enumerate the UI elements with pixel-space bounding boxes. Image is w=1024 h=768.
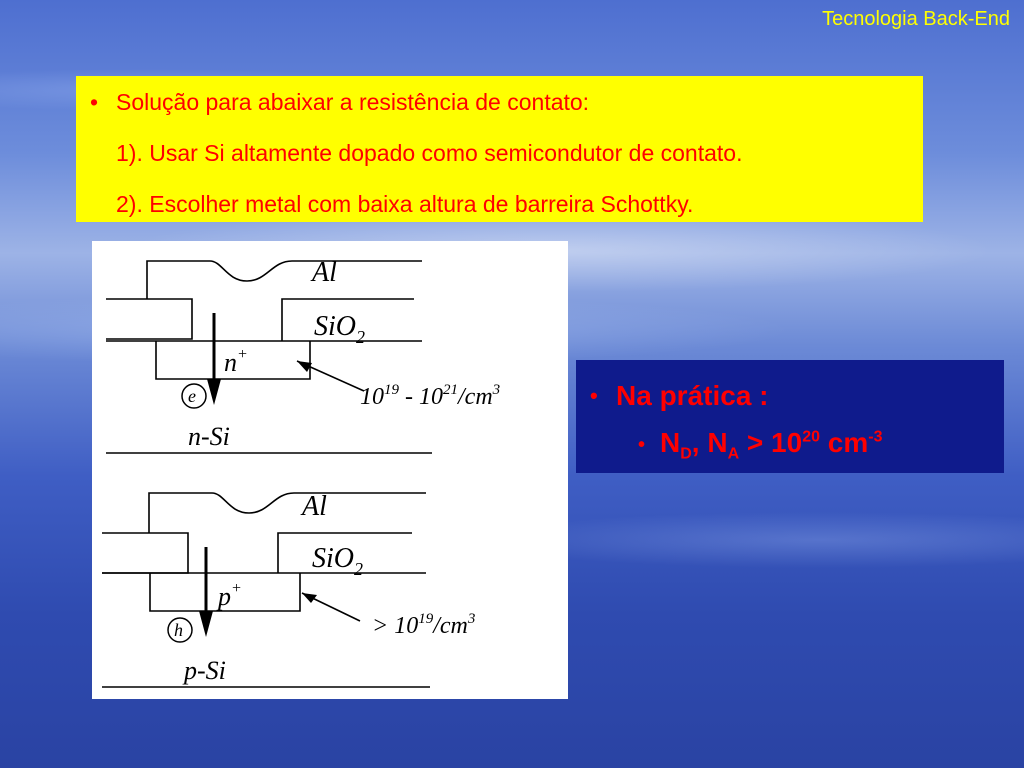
bottom-pointer-head-icon bbox=[302, 593, 317, 603]
top-arrow-head-icon bbox=[207, 379, 221, 405]
solution-item-2: 2). Escolher metal com baixa altura de barreira Schottky. bbox=[116, 191, 694, 217]
bullet-icon: • bbox=[590, 383, 598, 408]
contact-diagram bbox=[92, 241, 568, 699]
bottom-sio2-label: SiO$_2$ bbox=[312, 543, 363, 579]
top-concentration-label: $10^{19} - 10^{21}/cm^3$ bbox=[360, 382, 501, 410]
practice-heading-line bbox=[590, 370, 1004, 422]
solution-box bbox=[76, 76, 923, 222]
solution-item-1: 1). Usar Si altamente dopado como semicondutor de contato. bbox=[116, 140, 743, 166]
top-substrate-label: n-Si bbox=[188, 422, 230, 451]
top-al-layer-outline bbox=[147, 261, 422, 299]
top-n-plus-label: n+ bbox=[224, 346, 248, 377]
hole-label: h bbox=[174, 620, 183, 640]
solution-heading: Solução para abaixar a resistência de contato: bbox=[116, 89, 590, 115]
bottom-al-label: Al bbox=[302, 491, 327, 522]
bottom-arrow-head-icon bbox=[199, 611, 213, 637]
electron-label: e bbox=[188, 386, 196, 406]
bottom-substrate-label: p-Si bbox=[184, 656, 226, 685]
top-left-oxide-block bbox=[106, 299, 192, 339]
practice-doping-line bbox=[590, 422, 1004, 468]
practice-heading: Na prática : bbox=[616, 380, 769, 411]
top-sio2-label: SiO$_2$ bbox=[314, 311, 365, 347]
slide-header-title: Tecnologia Back-End bbox=[822, 8, 1010, 30]
top-al-label: Al bbox=[312, 257, 337, 288]
bottom-concentration-label: > $10^{19}/cm^3$ bbox=[372, 611, 476, 639]
contact-diagram-panel bbox=[92, 241, 568, 699]
sub-bullet-icon: • bbox=[638, 433, 646, 456]
practice-doping-text: $N_D$, $N_A > 10^{20}$ $cm^{-3}$ bbox=[660, 426, 883, 463]
practice-box bbox=[576, 360, 1004, 473]
bullet-icon: • bbox=[90, 89, 99, 115]
bottom-p-plus-label: p+ bbox=[218, 580, 242, 611]
bottom-left-oxide-block bbox=[102, 533, 188, 573]
bottom-al-layer-outline bbox=[149, 493, 426, 533]
solution-heading-line bbox=[90, 86, 909, 137]
